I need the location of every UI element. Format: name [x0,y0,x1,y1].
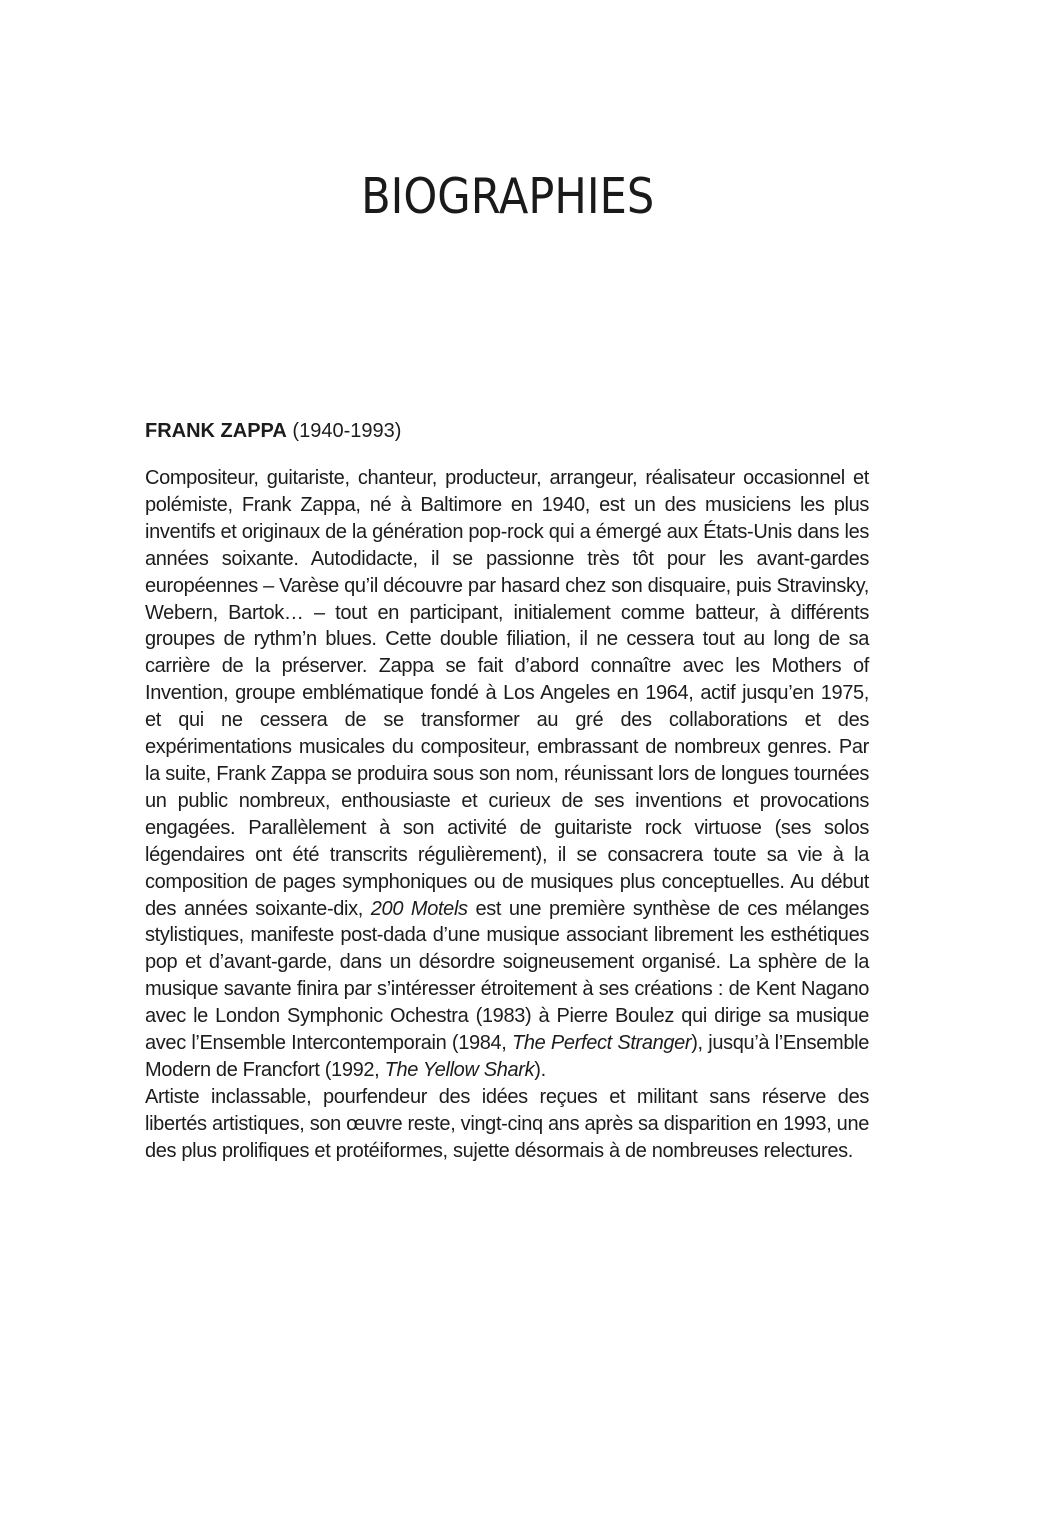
work-title: 200 Motels [370,897,468,920]
biography-years: (1940-1993) [292,420,402,442]
biography-paragraph: Artiste inclassable, pourfendeur des idées reçues et militant sans réserve des libertés artistiques, son œuvre reste, vingt-cinq ans après sa disparition en 1993, une des plus prolifiques et protéiformes, sujette désormais à de nombreuses relectures. [145,1085,869,1162]
paragraph-text: ). [534,1058,546,1081]
paragraph-text: Compositeur, guitariste, chanteur, producteur, arrangeur, réalisateur occasionnel et polémiste, Frank Zappa, né à Baltimore en 1940, est un des musiciens les plus inventifs et originaux de la génération pop-rock qui a émergé aux États-Unis dans les années soixante. Autodidacte, il se passionne très tôt pour les avant-gardes européennes – Varèse qu’il découvre par hasard chez son disquaire, puis Stravinsky, Webern, Bartok… – tout en participant, initialement comme batteur, à différents groupes de rythm’n blues. Cette double filiation, il ne cessera tout au long de sa carrière de la préserver. Zappa se fait d’abord connaître avec les Mothers of Invention, groupe emblématique fondé à Los Angeles en 1964, actif jusqu’en 1975, et qui ne cessera de se transformer au gré des collaborations et des expérimentations musicales du compositeur, embrassant de nombreux genres. Par la suite, Frank Zappa se produira sous son nom, réunissant lors de longues tournées un public nombreux, enthousiaste et curieux de ses inventions et provocations engagées. Parallèlement à son activité de guitariste rock virtuose (ses solos légendaires ont été transcrits régulièrement), il se consacrera toute sa vie à la composition de pages symphoniques ou de musiques plus conceptuelles. Au début des années soixante-dix, [145,467,869,920]
biography-heading [145,418,869,445]
paragraph-text: ), jusqu’à l’Ensemble Modern de Francfort (1992, [145,1032,870,1081]
biography-section [145,418,869,1165]
paragraph-text: est une première synthèse de ces mélanges stylistiques, manifeste post-dada d’une musique associant librement les esthétiques pop et d’avant-garde, dans un désordre soigneusement organisé. La sphère de la musique savante finira par s’intéresser étroitement à ses créations : de Kent Nagano avec le London Symphonic Ochestra (1983) à Pierre Boulez qui dirige sa musique avec l’Ensemble Intercontemporain (1984, [145,897,869,1055]
biography-name: FRANK ZAPPA [145,420,287,442]
biography-text [145,465,869,1165]
biography-paragraph [145,465,869,1084]
page-title: BIOGRAPHIES [361,168,655,225]
work-title: The Perfect Stranger [512,1032,692,1055]
work-title: The Yellow Shark [384,1058,535,1081]
